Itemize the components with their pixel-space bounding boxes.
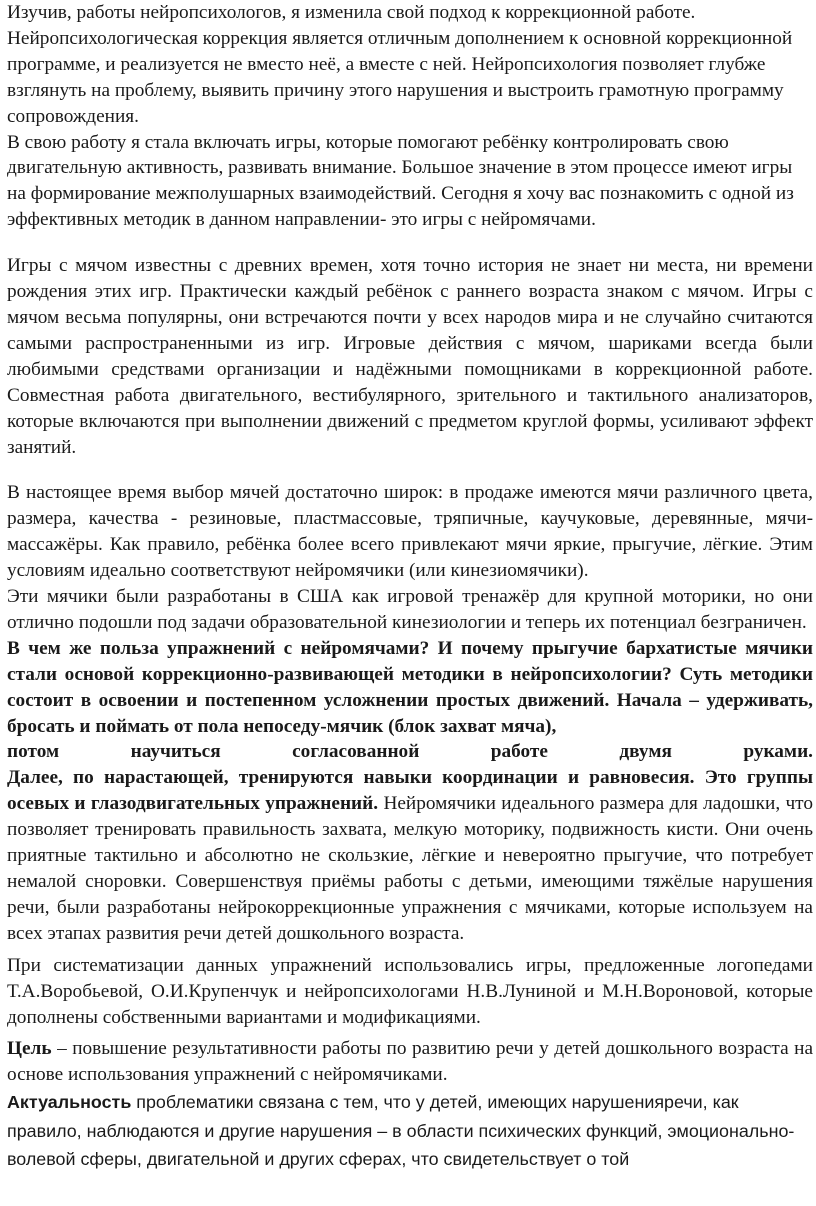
goal-text: – повышение результативности работы по развитию речи у детей дошкольного возраста на основе использования упражнений с нейромячиками.	[7, 1038, 813, 1086]
systematization-paragraph: При систематизации данных упражнений использовались игры, предложенные логопедами Т.А.Воробьевой, О.И.Крупенчук и нейропсихологами Н.В.Луниной и М.Н.Вороновой, которые дополнены собственными вариантами и модификациями.	[7, 954, 813, 1028]
method-bold-line: потом научиться согласованной работе двумя руками.	[7, 741, 813, 763]
relevance-text: проблематики связана с тем, что у детей, имеющих нарушенияречи, как правило, наблюдаются и другие нарушения – в области психических функций, эмоционально-волевой сферы, двигательной и других сферах, что свидетельствует о той	[7, 1092, 795, 1170]
history-paragraph: Игры с мячом известны с древних времен, хотя точно история не знает ни места, ни времени рождения этих игр. Практически каждый ребёнок с раннего возраста знаком с мячом. Игры с мячом весьма популярны, они встречаются почти у всех народов мира и не случайно считаются самыми распространенными из игр. Игровые действия с мячом, шариками всегда были любимыми средствами организации и надёжными помощниками в коррекционной работе. Совместная работа двигательного, вестибулярного, зрительного и тактильного анализаторов, которые включаются при выполнении движений с предметом круглой формы, усиливают эффект занятий.	[7, 255, 813, 458]
intro-paragraph-2: В свою работу я стала включать игры, которые помогают ребёнку контролировать свою двигательную активность, развивать внимание. Большое значение в этом процессе имеют игры на формирование межполушарных взаимодействий. Сегодня я хочу вас познакомить с одной из эффективных методик в данном направлении- это игры с нейромячами.	[7, 131, 794, 231]
paragraph-spacer	[7, 460, 813, 480]
goal-paragraph	[7, 1036, 813, 1088]
goal-label: Цель	[7, 1038, 52, 1060]
method-bold-intro: В чем же польза упражнений с нейромячами? И почему прыгучие бархатистые мячики стали основой коррекционно-развивающей методики в нейропсихологии? Суть методики состоит в освоении и постепенном усложнении простых движений. Начала – удерживать, бросать и поймать от пола непоседу-мячик (блок захват мяча),	[7, 637, 813, 737]
method-paragraph	[7, 765, 813, 946]
origin-paragraph: Эти мячики были разработаны в США как игровой тренажёр для крупной моторики, но они отлично подошли под задачи образовательной кинезиологии и теперь их потенциал безграничен.	[7, 586, 813, 633]
paragraph-spacer	[7, 233, 813, 253]
method-bold-text: Далее, по нарастающей, тренируются навыки координации и равновесия. Это группы осевых и глазодвигательных упражнений.	[7, 767, 813, 815]
document-page	[7, 0, 813, 1174]
ball-choice-paragraph: В настоящее время выбор мячей достаточно широк: в продаже имеются мячи различного цвета, размера, качества - резиновые, пластмассовые, тряпичные, каучуковые, деревянные, мячи-массажёры. Как правило, ребёнка более всего привлекают мячи яркие, прыгучие, лёгкие. Этим условиям идеально соответствуют нейромячики (или кинезиомячики).	[7, 482, 813, 582]
intro-paragraph-1: Изучив, работы нейропсихологов, я изменила свой подход к коррекционной работе. Нейропсихологическая коррекция является отличным дополнением к основной коррекционной программе, и реализуется не вместо неё, а вместе с ней. Нейропсихология позволяет глубже взглянуть на проблему, выявить причину этого нарушения и выстроить грамотную программу сопровождения.	[7, 2, 793, 127]
relevance-paragraph	[7, 1088, 813, 1174]
method-normal-text: Нейромячики идеального размера для ладошки, что позволяет тренировать правильность захвата, мелкую моторику, подвижность кисти. Они очень приятные тактильно и абсолютно не скользкие, лёгкие и невероятно прыгучие, что потребует немалой сноровки. Совершенствуя приёмы работы с детьми, имеющими тяжёлые нарушения речи, были разработаны нейрокоррекционные упражнения с мячиками, которые используем на всех этапах развития речи детей дошкольного возраста.	[7, 793, 813, 944]
relevance-label: Актуальность	[7, 1092, 132, 1113]
